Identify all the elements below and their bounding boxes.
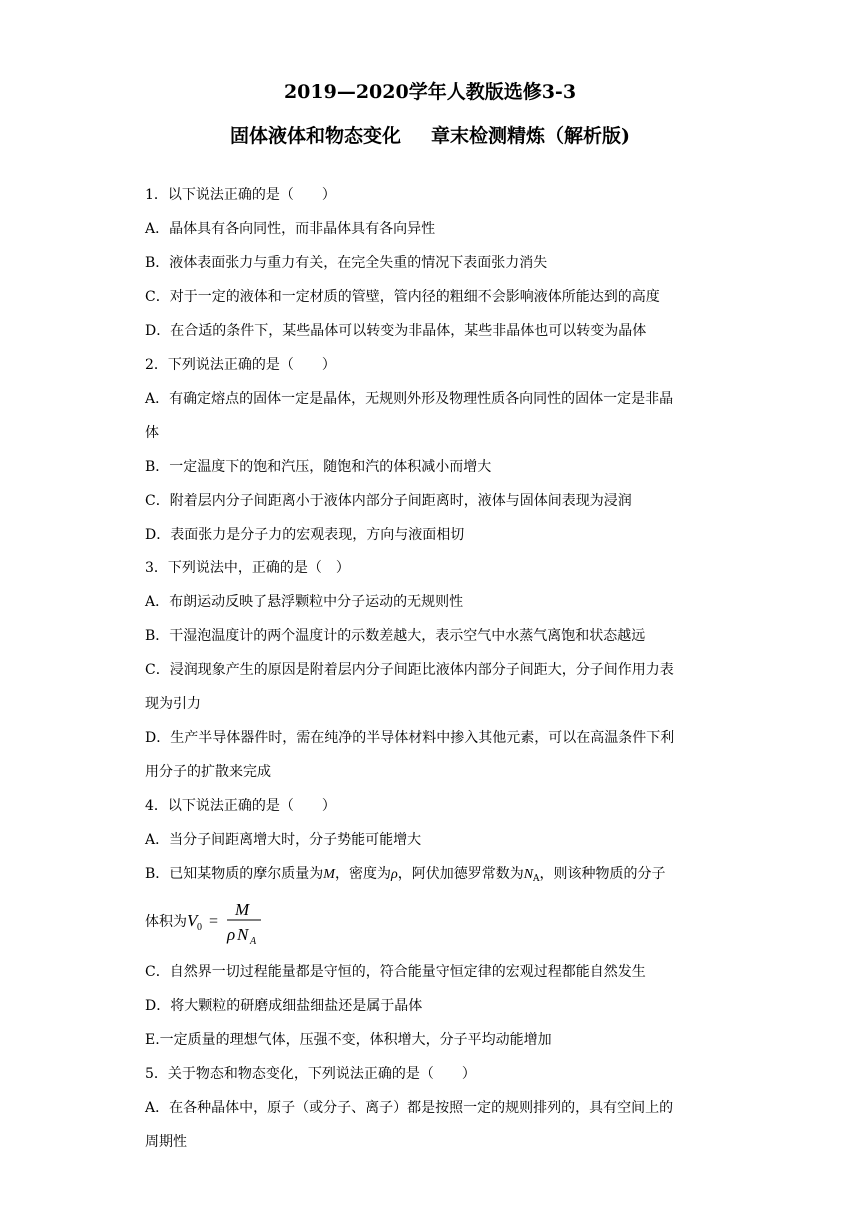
question-5-option-a: A．在各种晶体中，原子（或分子、离子）都是按照一定的规则排列的，具有空间上的: [145, 1100, 674, 1116]
question-4-option-c: C．自然界一切过程能量都是守恒的，符合能量守恒定律的宏观过程都能自然发生: [145, 964, 646, 980]
option-b-text-3: ，阿伏加德罗常数为: [397, 866, 524, 882]
question-1-option-c: C．对于一定的液体和一定材质的管壁，管内径的粗细不会影响液体所能达到的高度: [145, 289, 660, 305]
question-4-option-e: E.一定质量的理想气体，压强不变，体积增大，分子平均动能增加: [145, 1032, 552, 1048]
question-5-option-a-continued: 周期性: [145, 1134, 187, 1150]
formula-den-rho: ρ: [227, 925, 236, 944]
formula-prefix: 体积为: [145, 914, 187, 930]
option-b-text-2: ，密度为: [334, 866, 391, 882]
question-3-option-b: B．干湿泡温度计的两个温度计的示数差越大，表示空气中水蒸气离饱和状态越远: [145, 628, 646, 644]
question-2-option-b: B．一定温度下的饱和汽压，随饱和汽的体积减小而增大: [145, 459, 492, 475]
avogadro-symbol: N: [523, 867, 534, 882]
formula-den-subscript: A: [250, 936, 257, 946]
option-b-text-4: ，则该种物质的分子: [539, 866, 666, 882]
volume-formula: [187, 898, 277, 946]
option-b-text-1: B．已知某物质的摩尔质量为: [145, 866, 324, 882]
document-title: 2019—2020学年人教版选修3-3: [283, 81, 577, 103]
question-1-option-b: B．液体表面张力与重力有关，在完全失重的情况下表面张力消失: [145, 255, 548, 271]
question-2-option-c: C．附着层内分子间距离小于液体内部分子间距离时，液体与固体间表现为浸润: [145, 493, 632, 509]
density-symbol: ρ: [390, 867, 398, 882]
question-1-stem: 1．以下说法正确的是（ ）: [145, 187, 336, 203]
question-5-stem: 5．关于物态和物态变化，下列说法正确的是（ ）: [145, 1066, 476, 1082]
question-3-option-a: A．布朗运动反映了悬浮颗粒中分子运动的无规则性: [145, 594, 464, 610]
subtitle-part-1: 固体液体和物态变化: [229, 125, 401, 147]
formula-v-subscript: 0: [197, 922, 202, 933]
question-3-stem: 3．下列说法中，正确的是（ ）: [145, 560, 350, 576]
question-3-option-d-continued: 用分子的扩散来完成: [145, 764, 271, 780]
question-4-stem: 4．以下说法正确的是（ ）: [145, 798, 336, 814]
formula-equals: =: [209, 913, 219, 930]
question-3-option-c-continued: 现为引力: [145, 696, 201, 712]
question-1-option-d: D．在合适的条件下，某些晶体可以转变为非晶体，某些非晶体也可以转变为晶体: [145, 323, 647, 339]
question-2-option-a-continued: 体: [145, 425, 159, 441]
molar-mass-symbol: M: [323, 867, 335, 882]
question-2-stem: 2．下列说法正确的是（ ）: [145, 357, 336, 373]
avogadro-subscript: A: [533, 874, 540, 884]
document-subtitle: [0, 121, 860, 148]
question-3-option-d: D．生产半导体器件时，需在纯净的半导体材料中掺入其他元素，可以在高温条件下利: [145, 730, 675, 746]
formula-numerator: M: [235, 900, 250, 919]
question-2-option-a: A．有确定熔点的固体一定是晶体，无规则外形及物理性质各向同性的固体一定是非晶: [145, 391, 674, 407]
question-4-option-a: A．当分子间距离增大时，分子势能可能增大: [145, 832, 422, 848]
question-1-option-a: A．晶体具有各向同性，而非晶体具有各向异性: [145, 221, 436, 237]
question-4-option-d: D．将大颗粒的研磨成细盐细盐还是属于晶体: [145, 998, 423, 1014]
formula-den-n: N: [237, 925, 249, 944]
subtitle-part-2: 章末检测精炼（解析版): [431, 125, 630, 147]
question-4-option-b: [145, 864, 666, 886]
question-2-option-d: D．表面张力是分子力的宏观表现，方向与液面相切: [145, 527, 465, 543]
question-3-option-c: C．浸润现象产生的原因是附着层内分子间距比液体内部分子间距大，分子间作用力表: [145, 662, 674, 678]
formula-v: V: [187, 911, 198, 930]
